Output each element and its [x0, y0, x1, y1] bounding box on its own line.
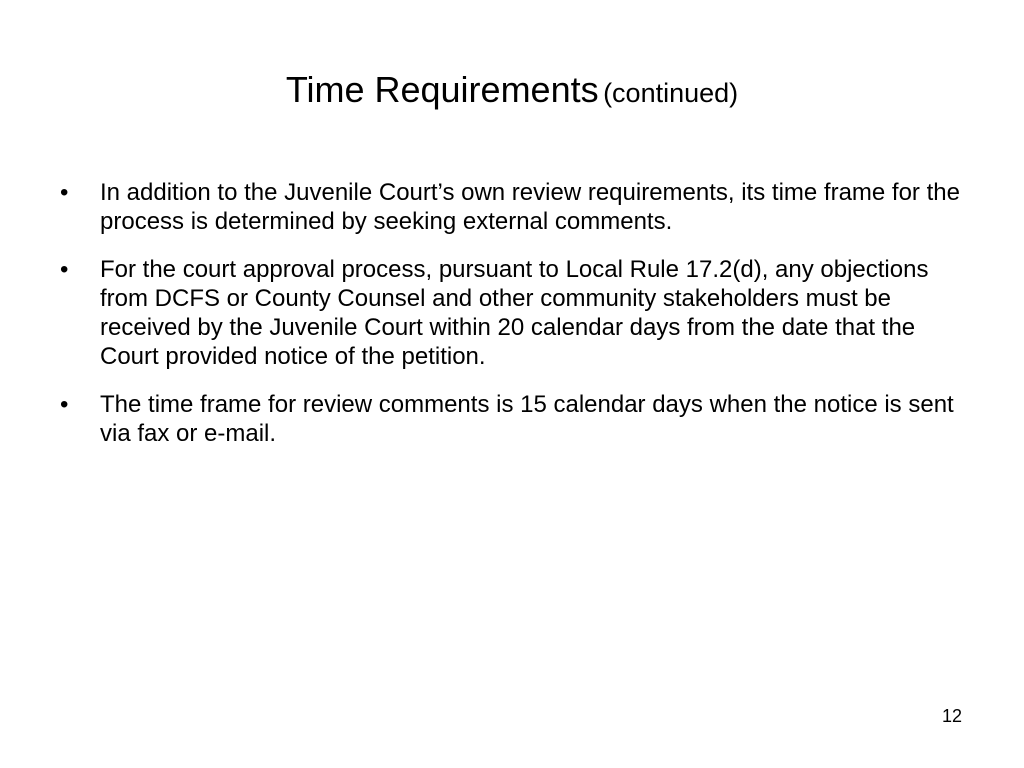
bullet-icon: •: [60, 179, 69, 206]
bullet-item: [56, 390, 966, 448]
bullet-item: [56, 255, 966, 371]
slide-title: [0, 69, 1024, 110]
bullet-text: The time frame for review comments is 15 calendar days when the notice is sent via fax or e-mail.: [100, 391, 954, 447]
bullet-text: For the court approval process, pursuant to Local Rule 17.2(d), any objections from DCFS or County Counsel and other community stakeholders must be received by the Juvenile Court within 20 calendar days from the date that the Court provided notice of the petition.: [100, 256, 929, 370]
bullet-list: [56, 178, 966, 467]
slide-title-suffix: (continued): [603, 78, 739, 108]
bullet-text: In addition to the Juvenile Court’s own review requirements, its time frame for the process is determined by seeking external comments.: [100, 179, 960, 235]
bullet-icon: •: [60, 256, 69, 283]
slide-title-main: Time Requirements: [285, 69, 599, 110]
page-number: 12: [941, 706, 962, 726]
bullet-icon: •: [60, 391, 69, 418]
bullet-item: [56, 178, 966, 236]
